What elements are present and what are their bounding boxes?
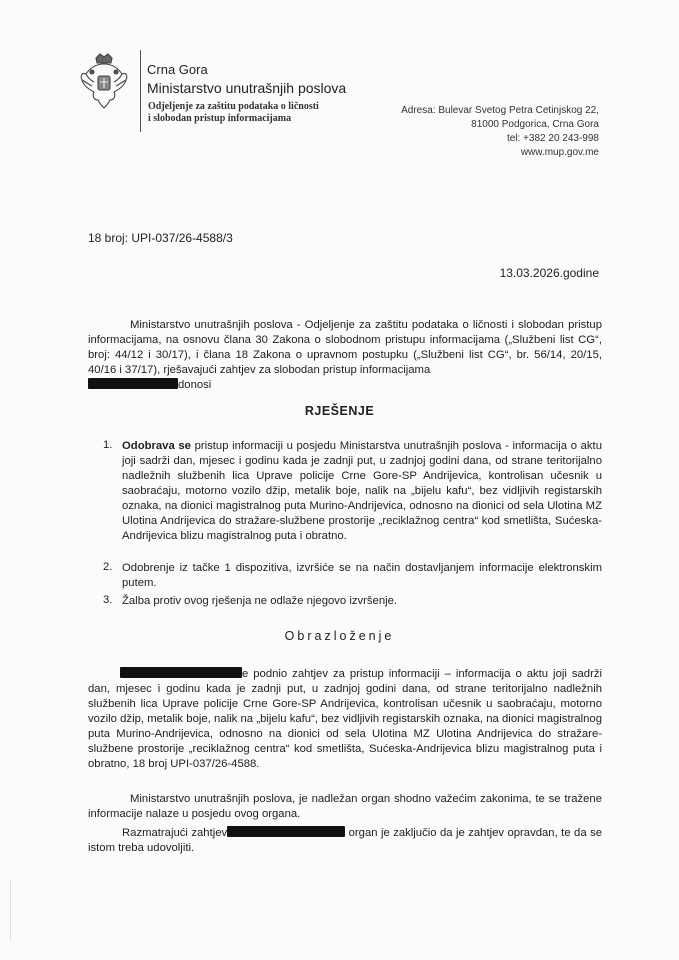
address-line-2: 81000 Podgorica, Crna Gora (471, 119, 599, 130)
intro-paragraph (88, 318, 602, 393)
address-phone: tel: +382 20 243-998 (506, 133, 599, 144)
redacted-applicant-2 (227, 826, 345, 837)
reasoning-paragraph-2: Ministarstvo unutrašnjih poslova, je nadležan organ shodno važećim zakonima, te se tražene informacije nalaze u posjedu ovog organa. (88, 793, 602, 820)
decision-item-3-text: Žalba protiv ovog rješenja ne odlaže njegovo izvršenje. (122, 595, 398, 607)
document-date: 13.03.2026.godine (499, 266, 599, 280)
item-number-1: 1. (103, 439, 113, 451)
address-line-1: Adresa: Bulevar Svetog Petra Cetinjskog 22, (401, 105, 599, 116)
reasoning-paragraph-3 (88, 826, 602, 856)
letterhead-department (148, 101, 319, 125)
reasoning-paragraph-1-text: e podnio zahtjev za pristup informaciji – informacija o aktu joji sadrži dan, mjesec i godinu kada je zadnji put, u zadnjoj godini dana, od strane teritorijalno nadležnih službenih lica Uprave policije Crne Gore-SP Andrijevica, kontrolisan učesnik u saobraćaju, motorno vozilo džip, metalik boje, nalik na „bijelu kafu“, bez vidljivih registarskih oznaka, na dionici magistralnog puta Murino-Andrijevica, odnosno na dionici od sela Ulotina MZ Ulotina Andrijevica do stražare-službene prostorije „reciklažnog centra“ kod smetlišta, Sućeska-Andrijevica blizu magistralnog puta i obratno, 18 broj UPI-037/26-4588. (88, 668, 602, 770)
reasoning-title: Obrazloženje (284, 629, 395, 643)
reasoning-paragraph-3-start: Razmatrajući zahtjev (122, 827, 228, 839)
intro-ending: donosi (178, 379, 212, 391)
decision-item-1-bold: Odobrava se (122, 440, 191, 452)
letterhead-country: Crna Gora (147, 62, 208, 77)
item-number-2: 2. (103, 561, 113, 573)
coat-of-arms-icon (78, 52, 130, 110)
decision-item-3 (122, 594, 602, 609)
margin-mark (10, 880, 11, 940)
redacted-name (88, 378, 178, 389)
item-number-3: 3. (103, 594, 113, 606)
reference-number: 18 broj: UPI-037/26-4588/3 (88, 231, 233, 245)
decision-item-2-text: Odobrenje iz tačke 1 dispozitiva, izvršiće se na način dostavljanjem informacije elektronskim putem. (122, 562, 602, 589)
intro-ending-line (88, 378, 602, 393)
letterhead-ministry: Ministarstvo unutrašnjih poslova (147, 80, 347, 96)
redacted-applicant (120, 667, 242, 678)
decision-item-2 (122, 561, 602, 591)
letterhead-divider (140, 50, 141, 132)
ministry-address (401, 104, 599, 160)
decision-title: RJEŠENJE (304, 404, 375, 418)
decision-item-1-text: pristup informaciji u posjedu Ministarstva unutrašnjih poslova - informacija o aktu joji sadrži dan, mjesec i godinu kada je zadnji put, u zadnjoj godini dana, od strane teritorijalno nadležnih službenih lica Uprave policije Crne Gore-SP Andrijevica, kontrolisan učesnik u saobraćaju, motorno vozilo džip, metalik boje, nalik na „bijelu kafu“, bez vidljivih registarskih oznaka, na dionici magistralnog puta Murino-Andrijevica, odnosno na dionici od sela Ulotina MZ Ulotina Andrijevica do stražare-službene prostorije „reciklažnog centra“ kod smetlišta, Sućeska-Andrijevica blizu magistralnog puta i obratno. (122, 440, 602, 542)
decision-item-1 (122, 439, 602, 544)
intro-text: Ministarstvo unutrašnjih poslova - Odjeljenje za zaštitu podataka o ličnosti i slobodan pristup informacijama, na osnovu člana 30 Zakona o slobodnom pristupu informacijama („Službeni list CG“, broj: 44/12 i 30/17), i člana 18 Zakona o upravnom postupku („Službeni list CG“, br. 56/14, 20/15, 40/16 i 37/17), rješavajući zahtjev za slobodan pristup informacijama (88, 319, 602, 376)
department-line-2: i slobodan pristup informacijama (148, 113, 292, 124)
department-line-1: Odjeljenje za zaštitu podataka o ličnosti (148, 101, 319, 112)
address-web: www.mup.gov.me (520, 147, 599, 158)
reasoning-paragraph-3-end: organ je zaključio da je zahtjev opravdan, te da se istom treba udovoljiti. (88, 827, 602, 854)
reasoning-paragraph-1 (88, 667, 602, 772)
